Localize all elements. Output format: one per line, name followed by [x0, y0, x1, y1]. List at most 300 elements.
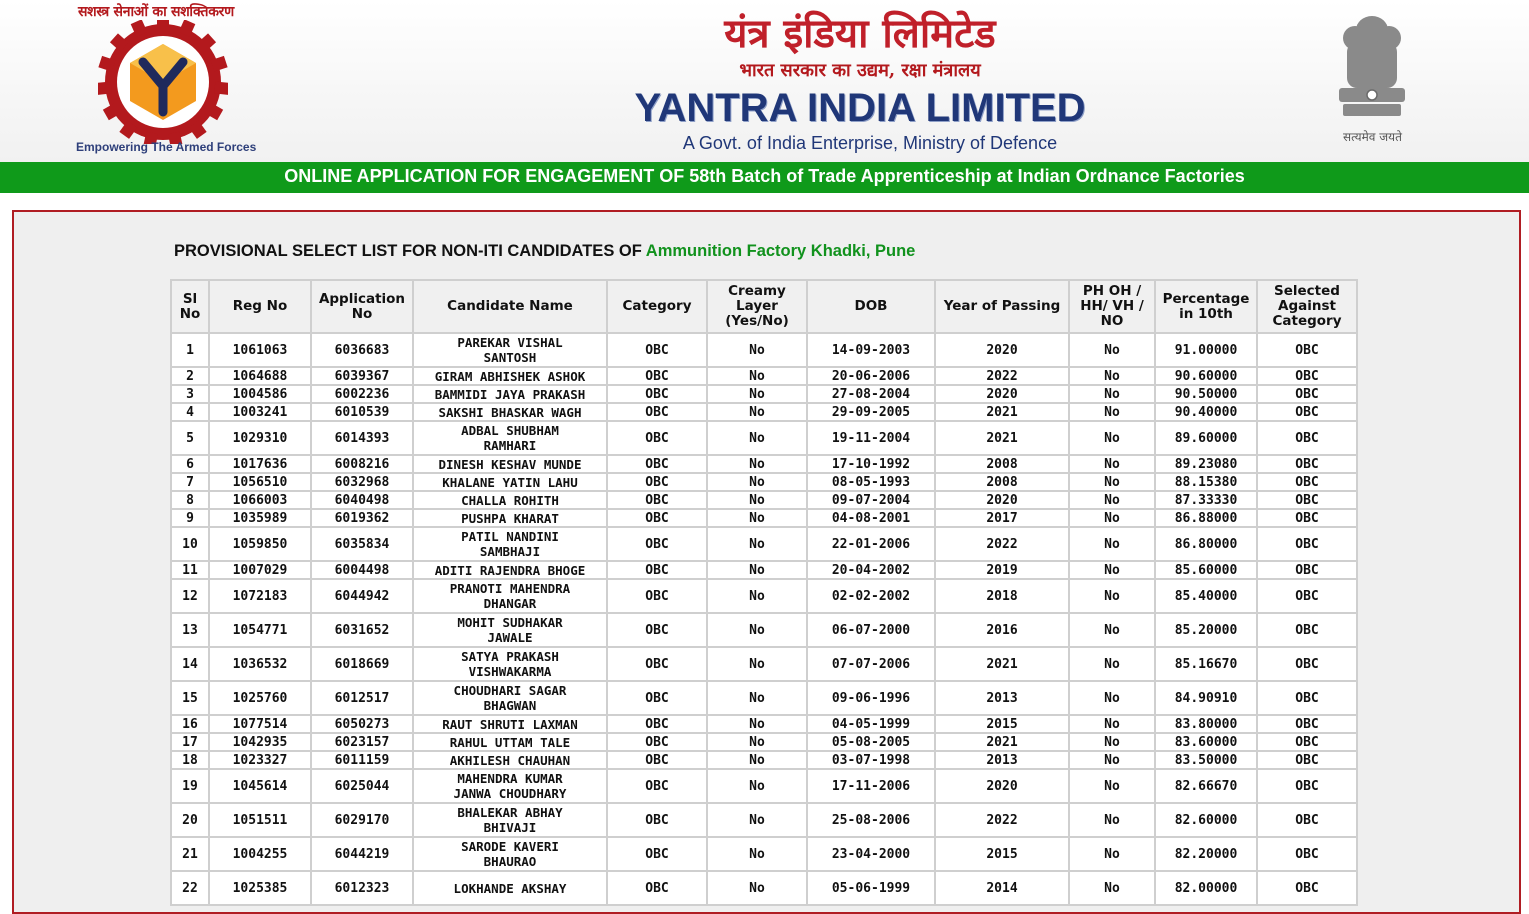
category-cell: OBC	[608, 872, 706, 904]
selected-category-cell: OBC	[1258, 648, 1356, 680]
ashoka-emblem-icon	[1325, 8, 1420, 126]
candidate-name-line: BHALEKAR ABHAY	[457, 805, 563, 820]
serial-cell: 1	[172, 334, 208, 366]
year-of-passing-cell: 2019	[936, 562, 1068, 578]
category-cell: OBC	[608, 334, 706, 366]
category-cell: OBC	[608, 474, 706, 490]
table-row	[172, 404, 1356, 420]
percentage-cell: 91.00000	[1156, 334, 1256, 366]
application-no-cell: 6050273	[312, 716, 412, 732]
reg-no-cell: 1064688	[210, 368, 310, 384]
creamy-layer-cell: No	[708, 456, 806, 472]
candidate-name-line: KHALANE YATIN LAHU	[442, 474, 578, 490]
creamy-layer-cell: No	[708, 872, 806, 904]
company-subtitle: A Govt. of India Enterprise, Ministry of Defence	[682, 133, 1058, 153]
serial-cell: 14	[172, 648, 208, 680]
serial-cell: 12	[172, 580, 208, 612]
candidate-name-cell	[414, 510, 606, 526]
column-header-label: Year of Passing	[943, 298, 1061, 314]
candidate-name-line: RAHUL UTTAM TALE	[449, 734, 571, 750]
category-cell: OBC	[608, 770, 706, 802]
percentage-cell: 85.60000	[1156, 562, 1256, 578]
candidate-name-line: DHANGAR	[483, 596, 537, 611]
dob-cell: 09-07-2004	[808, 492, 934, 508]
column-header-label: HH/ VH /	[1080, 298, 1144, 314]
yantra-logo	[70, 0, 260, 160]
creamy-layer-cell: No	[708, 562, 806, 578]
percentage-cell: 86.88000	[1156, 510, 1256, 526]
dob-cell: 09-06-1996	[808, 682, 934, 714]
selected-category-cell: OBC	[1258, 474, 1356, 490]
candidate-name-cell	[414, 716, 606, 732]
column-header-label: PH OH /	[1082, 283, 1142, 299]
candidate-name-cell	[414, 334, 606, 366]
column-header-label: (Yes/No)	[725, 313, 789, 329]
ph-status-cell: No	[1070, 528, 1154, 560]
application-no-cell: 6029170	[312, 804, 412, 836]
selected-category-cell: OBC	[1258, 528, 1356, 560]
serial-cell: 16	[172, 716, 208, 732]
category-cell: OBC	[608, 422, 706, 454]
percentage-cell: 88.15380	[1156, 474, 1256, 490]
percentage-cell: 83.80000	[1156, 716, 1256, 732]
ph-status-cell: No	[1070, 770, 1154, 802]
application-no-cell: 6002236	[312, 386, 412, 402]
ph-status-cell: No	[1070, 510, 1154, 526]
application-no-cell: 6025044	[312, 770, 412, 802]
logo-tagline: Empowering The Armed Forces	[76, 140, 257, 154]
category-cell: OBC	[608, 404, 706, 420]
candidate-name-cell	[414, 492, 606, 508]
candidate-name-line: PATIL NANDINI	[461, 529, 559, 544]
application-no-cell: 6010539	[312, 404, 412, 420]
year-of-passing-cell: 2015	[936, 838, 1068, 870]
column-header-label: Reg No	[232, 298, 288, 314]
candidate-name-cell	[414, 456, 606, 472]
application-no-cell: 6044942	[312, 580, 412, 612]
table-row	[172, 682, 1356, 714]
column-header-label: Application	[318, 290, 406, 307]
year-of-passing-cell: 2015	[936, 716, 1068, 732]
selected-category-cell: OBC	[1258, 510, 1356, 526]
ph-status-cell: No	[1070, 368, 1154, 384]
serial-cell: 17	[172, 734, 208, 750]
candidate-name-line: CHALLA ROHITH	[461, 492, 559, 508]
creamy-layer-cell: No	[708, 716, 806, 732]
table-row	[172, 492, 1356, 508]
column-header-label: Category	[1272, 313, 1342, 329]
column-header-label: No	[351, 305, 373, 322]
ph-status-cell: No	[1070, 456, 1154, 472]
percentage-cell: 82.66670	[1156, 770, 1256, 802]
column-header-label: Sl	[182, 290, 198, 307]
column-header	[608, 281, 706, 332]
dob-cell: 03-07-1998	[808, 752, 934, 768]
table-row	[172, 752, 1356, 768]
creamy-layer-cell: No	[708, 492, 806, 508]
column-header	[414, 281, 606, 332]
reg-no-cell: 1035989	[210, 510, 310, 526]
selected-category-cell: OBC	[1258, 404, 1356, 420]
application-no-cell: 6039367	[312, 368, 412, 384]
list-title-prefix: PROVISIONAL SELECT LIST FOR NON-ITI CANDIDATES OF	[174, 242, 646, 260]
dob-cell: 08-05-1993	[808, 474, 934, 490]
serial-cell: 15	[172, 682, 208, 714]
percentage-cell: 89.60000	[1156, 422, 1256, 454]
percentage-cell: 87.33330	[1156, 492, 1256, 508]
candidate-name-cell	[414, 386, 606, 402]
selected-category-cell: OBC	[1258, 334, 1356, 366]
creamy-layer-cell: No	[708, 804, 806, 836]
category-cell: OBC	[608, 804, 706, 836]
year-of-passing-cell: 2016	[936, 614, 1068, 646]
selected-category-cell: OBC	[1258, 752, 1356, 768]
serial-cell: 20	[172, 804, 208, 836]
creamy-layer-cell: No	[708, 734, 806, 750]
table-row	[172, 510, 1356, 526]
reg-no-cell: 1036532	[210, 648, 310, 680]
table-row	[172, 474, 1356, 490]
category-cell: OBC	[608, 580, 706, 612]
selected-category-cell: OBC	[1258, 386, 1356, 402]
percentage-cell: 83.50000	[1156, 752, 1256, 768]
application-no-cell: 6012517	[312, 682, 412, 714]
column-header	[312, 281, 412, 332]
table-row	[172, 422, 1356, 454]
creamy-layer-cell: No	[708, 510, 806, 526]
table-row	[172, 580, 1356, 612]
dob-cell: 05-06-1999	[808, 872, 934, 904]
year-of-passing-cell: 2013	[936, 682, 1068, 714]
column-header-label: Category	[622, 298, 692, 314]
creamy-layer-cell: No	[708, 614, 806, 646]
reg-no-cell: 1054771	[210, 614, 310, 646]
percentage-cell: 86.80000	[1156, 528, 1256, 560]
dob-cell: 02-02-2002	[808, 580, 934, 612]
candidate-name-line: ADBAL SHUBHAM	[461, 423, 559, 438]
year-of-passing-cell: 2021	[936, 734, 1068, 750]
column-header-label: NO	[1100, 313, 1124, 329]
year-of-passing-cell: 2022	[936, 804, 1068, 836]
percentage-cell: 90.60000	[1156, 368, 1256, 384]
ph-status-cell: No	[1070, 716, 1154, 732]
ph-status-cell: No	[1070, 804, 1154, 836]
creamy-layer-cell: No	[708, 752, 806, 768]
candidate-name-cell	[414, 580, 606, 612]
table-row	[172, 368, 1356, 384]
column-header	[1070, 281, 1154, 332]
candidate-name-line: PRANOTI MAHENDRA	[449, 581, 571, 596]
column-header	[1156, 281, 1256, 332]
creamy-layer-cell: No	[708, 682, 806, 714]
serial-cell: 8	[172, 492, 208, 508]
year-of-passing-cell: 2021	[936, 404, 1068, 420]
serial-cell: 19	[172, 770, 208, 802]
candidate-name-cell	[414, 770, 606, 802]
candidate-name-cell	[414, 734, 606, 750]
ph-status-cell: No	[1070, 492, 1154, 508]
application-no-cell: 6019362	[312, 510, 412, 526]
selected-category-cell: OBC	[1258, 872, 1356, 904]
year-of-passing-cell: 2022	[936, 528, 1068, 560]
creamy-layer-cell: No	[708, 422, 806, 454]
candidate-name-line: AKHILESH CHAUHAN	[449, 752, 571, 768]
candidate-name-cell	[414, 648, 606, 680]
candidate-name-line: JAWALE	[487, 630, 533, 645]
select-list-table	[170, 279, 1358, 906]
dob-cell: 29-09-2005	[808, 404, 934, 420]
serial-cell: 2	[172, 368, 208, 384]
column-header	[1258, 281, 1356, 332]
ph-status-cell: No	[1070, 580, 1154, 612]
table-row	[172, 648, 1356, 680]
application-no-cell: 6008216	[312, 456, 412, 472]
year-of-passing-cell: 2018	[936, 580, 1068, 612]
ph-status-cell: No	[1070, 386, 1154, 402]
candidate-name-line: BHAGWAN	[483, 698, 537, 713]
reg-no-cell: 1059850	[210, 528, 310, 560]
ph-status-cell: No	[1070, 404, 1154, 420]
selected-category-cell: OBC	[1258, 456, 1356, 472]
reg-no-cell: 1042935	[210, 734, 310, 750]
ph-status-cell: No	[1070, 838, 1154, 870]
selected-category-cell: OBC	[1258, 614, 1356, 646]
category-cell: OBC	[608, 838, 706, 870]
percentage-cell: 90.50000	[1156, 386, 1256, 402]
application-no-cell: 6044219	[312, 838, 412, 870]
candidate-name-line: MAHENDRA KUMAR	[457, 771, 563, 786]
serial-cell: 13	[172, 614, 208, 646]
column-header-label: Layer	[736, 298, 778, 314]
year-of-passing-cell: 2020	[936, 770, 1068, 802]
table-row	[172, 614, 1356, 646]
candidate-name-line: LOKHANDE AKSHAY	[453, 880, 567, 896]
category-cell: OBC	[608, 734, 706, 750]
candidate-name-line: BAMMIDI JAYA PRAKASH	[434, 386, 586, 402]
reg-no-cell: 1025385	[210, 872, 310, 904]
dob-cell: 20-06-2006	[808, 368, 934, 384]
candidate-name-line: DINESH KESHAV MUNDE	[438, 456, 582, 472]
percentage-cell: 89.23080	[1156, 456, 1256, 472]
candidate-name-line: JANWA CHOUDHARY	[453, 786, 567, 801]
candidate-name-line: SARODE KAVERI	[461, 839, 559, 854]
reg-no-cell: 1025760	[210, 682, 310, 714]
year-of-passing-cell: 2008	[936, 456, 1068, 472]
ph-status-cell: No	[1070, 682, 1154, 714]
reg-no-cell: 1061063	[210, 334, 310, 366]
ph-status-cell: No	[1070, 474, 1154, 490]
dob-cell: 27-08-2004	[808, 386, 934, 402]
ph-status-cell: No	[1070, 422, 1154, 454]
category-cell: OBC	[608, 368, 706, 384]
year-of-passing-cell: 2021	[936, 422, 1068, 454]
table-row	[172, 528, 1356, 560]
serial-cell: 10	[172, 528, 208, 560]
column-header-label: No	[179, 305, 201, 322]
serial-cell: 18	[172, 752, 208, 768]
candidate-name-line: VISHWAKARMA	[468, 664, 552, 679]
column-header-label: Creamy	[728, 283, 786, 299]
table-row	[172, 386, 1356, 402]
percentage-cell: 84.90910	[1156, 682, 1256, 714]
serial-cell: 11	[172, 562, 208, 578]
factory-name: Ammunition Factory Khadki, Pune	[645, 242, 916, 260]
year-of-passing-cell: 2014	[936, 872, 1068, 904]
ph-status-cell: No	[1070, 648, 1154, 680]
dob-cell: 06-07-2000	[808, 614, 934, 646]
application-no-cell: 6035834	[312, 528, 412, 560]
application-no-cell: 6036683	[312, 334, 412, 366]
year-of-passing-cell: 2022	[936, 368, 1068, 384]
logo-top-text: सशस्त्र सेनाओं का सशक्तिकरण	[78, 4, 234, 20]
reg-no-cell: 1045614	[210, 770, 310, 802]
ph-status-cell: No	[1070, 562, 1154, 578]
candidate-name-cell	[414, 872, 606, 904]
percentage-cell: 85.20000	[1156, 614, 1256, 646]
selected-category-cell: OBC	[1258, 838, 1356, 870]
reg-no-cell: 1004255	[210, 838, 310, 870]
table-row	[172, 334, 1356, 366]
column-header-label: in 10th	[1179, 305, 1233, 322]
category-cell: OBC	[608, 492, 706, 508]
select-list-panel	[12, 210, 1521, 914]
candidate-name-line: BHAURAO	[483, 854, 537, 869]
reg-no-cell: 1017636	[210, 456, 310, 472]
table-row	[172, 734, 1356, 750]
selected-category-cell: OBC	[1258, 492, 1356, 508]
candidate-name-cell	[414, 614, 606, 646]
candidate-name-cell	[414, 474, 606, 490]
dob-cell: 14-09-2003	[808, 334, 934, 366]
candidate-name-cell	[414, 752, 606, 768]
creamy-layer-cell: No	[708, 580, 806, 612]
creamy-layer-cell: No	[708, 334, 806, 366]
application-no-cell: 6023157	[312, 734, 412, 750]
category-cell: OBC	[608, 614, 706, 646]
reg-no-cell: 1072183	[210, 580, 310, 612]
gear-emblem-icon	[98, 20, 228, 144]
dob-cell: 17-11-2006	[808, 770, 934, 802]
year-of-passing-cell: 2020	[936, 386, 1068, 402]
serial-cell: 9	[172, 510, 208, 526]
category-cell: OBC	[608, 648, 706, 680]
selected-category-cell: OBC	[1258, 682, 1356, 714]
candidate-name-cell	[414, 838, 606, 870]
candidate-name-line: SAKSHI BHASKAR WAGH	[438, 404, 582, 420]
title-hindi: यंत्र इंडिया लिमिटेड	[724, 10, 996, 57]
creamy-layer-cell: No	[708, 648, 806, 680]
column-header	[936, 281, 1068, 332]
creamy-layer-cell: No	[708, 528, 806, 560]
list-title	[174, 242, 915, 261]
candidate-name-cell	[414, 682, 606, 714]
table-row	[172, 456, 1356, 472]
selected-category-cell: OBC	[1258, 804, 1356, 836]
application-no-cell: 6011159	[312, 752, 412, 768]
candidate-name-cell	[414, 404, 606, 420]
serial-cell: 5	[172, 422, 208, 454]
serial-cell: 4	[172, 404, 208, 420]
candidate-name-line: RAMHARI	[483, 438, 537, 453]
table-row	[172, 872, 1356, 904]
table-row	[172, 716, 1356, 732]
candidate-name-line: SATYA PRAKASH	[461, 649, 559, 664]
column-header-label: Against	[1278, 298, 1336, 314]
dob-cell: 25-08-2006	[808, 804, 934, 836]
candidate-name-cell	[414, 368, 606, 384]
application-no-cell: 6014393	[312, 422, 412, 454]
candidate-name-line: RAUT SHRUTI LAXMAN	[442, 716, 578, 732]
application-no-cell: 6012323	[312, 872, 412, 904]
ph-status-cell: No	[1070, 752, 1154, 768]
reg-no-cell: 1077514	[210, 716, 310, 732]
candidate-name-line: MOHIT SUDHAKAR	[457, 615, 563, 630]
emblem-motto: सत्यमेव जयते	[1343, 130, 1402, 144]
dob-cell: 05-08-2005	[808, 734, 934, 750]
column-header	[708, 281, 806, 332]
application-no-cell: 6004498	[312, 562, 412, 578]
category-cell: OBC	[608, 752, 706, 768]
category-cell: OBC	[608, 510, 706, 526]
national-emblem	[1325, 8, 1420, 148]
dob-cell: 19-11-2004	[808, 422, 934, 454]
column-header-label: Percentage	[1162, 290, 1250, 307]
category-cell: OBC	[608, 386, 706, 402]
candidate-name-line: PAREKAR VISHAL	[457, 335, 563, 350]
percentage-cell: 82.20000	[1156, 838, 1256, 870]
application-no-cell: 6018669	[312, 648, 412, 680]
creamy-layer-cell: No	[708, 368, 806, 384]
dob-cell: 17-10-1992	[808, 456, 934, 472]
serial-cell: 6	[172, 456, 208, 472]
ph-status-cell: No	[1070, 614, 1154, 646]
dob-cell: 04-08-2001	[808, 510, 934, 526]
selected-category-cell: OBC	[1258, 770, 1356, 802]
candidate-name-cell	[414, 422, 606, 454]
percentage-cell: 82.00000	[1156, 872, 1256, 904]
selected-category-cell: OBC	[1258, 368, 1356, 384]
percentage-cell: 90.40000	[1156, 404, 1256, 420]
category-cell: OBC	[608, 528, 706, 560]
reg-no-cell: 1004586	[210, 386, 310, 402]
application-no-cell: 6040498	[312, 492, 412, 508]
category-cell: OBC	[608, 682, 706, 714]
ph-status-cell: No	[1070, 734, 1154, 750]
column-header	[808, 281, 934, 332]
serial-cell: 3	[172, 386, 208, 402]
serial-cell: 7	[172, 474, 208, 490]
selected-category-cell: OBC	[1258, 580, 1356, 612]
candidate-name-line: SANTOSH	[483, 350, 537, 365]
reg-no-cell: 1056510	[210, 474, 310, 490]
table-row	[172, 804, 1356, 836]
year-of-passing-cell: 2008	[936, 474, 1068, 490]
application-no-cell: 6031652	[312, 614, 412, 646]
year-of-passing-cell: 2021	[936, 648, 1068, 680]
creamy-layer-cell: No	[708, 386, 806, 402]
company-title: YANTRA INDIA LIMITED	[634, 86, 1086, 130]
serial-cell: 22	[172, 872, 208, 904]
category-cell: OBC	[608, 716, 706, 732]
dob-cell: 07-07-2006	[808, 648, 934, 680]
year-of-passing-cell: 2017	[936, 510, 1068, 526]
table-header-row	[172, 281, 1356, 332]
application-banner: ONLINE APPLICATION FOR ENGAGEMENT OF 58th Batch of Trade Apprenticeship at Indian Ordnance Factories	[0, 162, 1529, 193]
candidate-name-cell	[414, 562, 606, 578]
reg-no-cell: 1066003	[210, 492, 310, 508]
selected-category-cell: OBC	[1258, 716, 1356, 732]
creamy-layer-cell: No	[708, 404, 806, 420]
